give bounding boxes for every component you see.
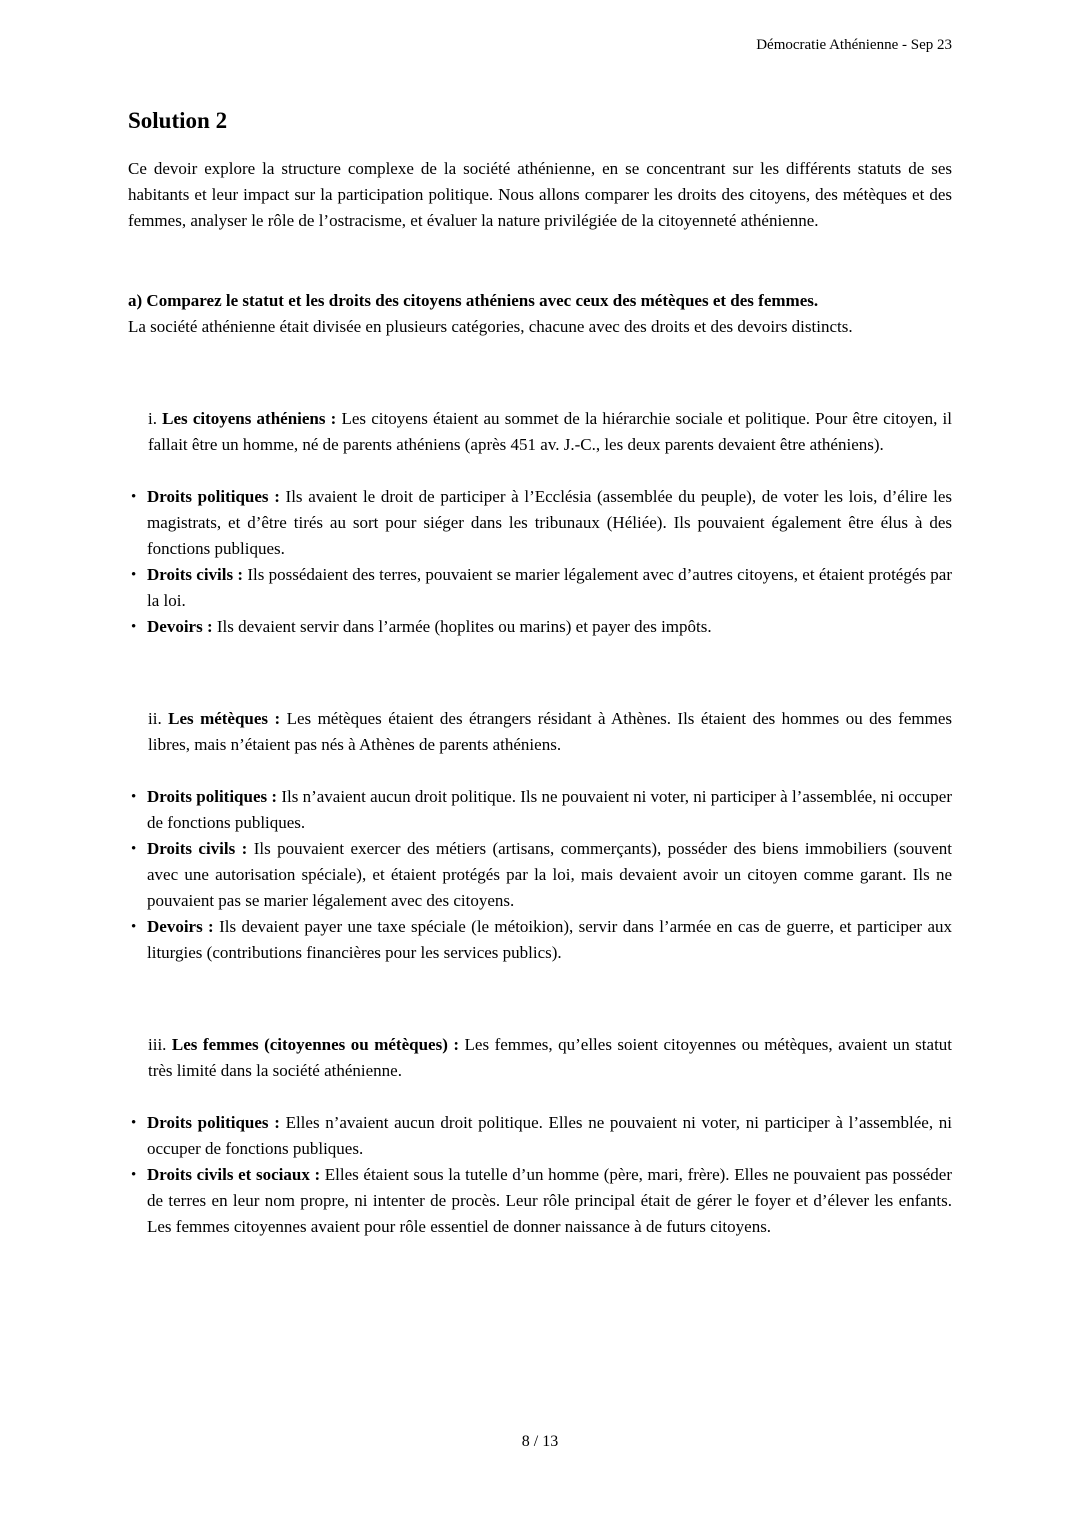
item-label: Les métèques : xyxy=(168,709,281,728)
bullet-icon: • xyxy=(131,919,137,935)
bullet-icon: • xyxy=(131,1115,137,1131)
bullet-text: Ils devaient payer une taxe spéciale (le métoikion), servir dans l’armée en cas de guerre, et participer aux liturgies (contributions financières pour les services publics). xyxy=(147,917,952,962)
item-number: ii. xyxy=(148,709,162,728)
bullet-item xyxy=(128,614,952,640)
bullet-text: Ils avaient le droit de participer à l’Ecclésia (assemblée du peuple), de voter les lois, d’élire les magistrats, et d’être tirés au sort pour siéger dans les tribunaux (Héliée). Ils pouvaient également être élus à des fonctions publiques. xyxy=(147,487,952,558)
bullet-icon: • xyxy=(131,841,137,857)
running-header: Démocratie Athénienne - Sep 23 xyxy=(756,37,952,53)
item-text: Les citoyens étaient au sommet de la hiérarchie sociale et politique. Pour être citoyen, il fallait être un homme, né de parents athéniens (après 451 av. J.-C., les deux parents devaient être athéniens). xyxy=(148,409,952,454)
item-text: Les métèques étaient des étrangers résidant à Athènes. Ils étaient des hommes ou des femmes libres, mais n’étaient pas nés à Athènes de parents athéniens. xyxy=(148,709,953,754)
bullet-item xyxy=(128,1110,952,1162)
bullet-icon: • xyxy=(131,789,137,805)
list-item-citoyens xyxy=(148,406,952,458)
section-a-lead: La société athénienne était divisée en plusieurs catégories, chacune avec des droits et des devoirs distincts. xyxy=(128,317,853,336)
page-number: 8 / 13 xyxy=(521,1433,559,1450)
bullet-list-meteques xyxy=(128,784,952,966)
bullet-label: Droits politiques : xyxy=(147,1113,280,1132)
bullet-label: Droits civils : xyxy=(147,839,248,858)
bullet-item xyxy=(128,562,952,614)
list-item-meteques xyxy=(148,706,952,758)
bullet-item xyxy=(128,836,952,914)
bullet-list-citoyens xyxy=(128,484,952,640)
bullet-label: Droits civils et sociaux : xyxy=(147,1165,321,1184)
item-number: i. xyxy=(148,409,157,428)
bullet-list-femmes xyxy=(128,1110,952,1240)
bullet-text: Ils possédaient des terres, pouvaient se marier légalement avec d’autres citoyens, et étaient protégés par la loi. xyxy=(147,565,952,610)
item-label: Les citoyens athéniens : xyxy=(162,409,337,428)
page-title: Solution 2 xyxy=(128,108,228,133)
list-item-femmes xyxy=(148,1032,952,1084)
document-content xyxy=(128,106,952,1240)
bullet-label: Devoirs : xyxy=(147,917,214,936)
bullet-item xyxy=(128,914,952,966)
bullet-label: Droits civils : xyxy=(147,565,244,584)
section-a-heading: a) Comparez le statut et les droits des citoyens athéniens avec ceux des métèques et des femmes. xyxy=(128,291,819,310)
bullet-text: Ils n’avaient aucun droit politique. Ils ne pouvaient ni voter, ni participer à l’assemblée, ni occuper de fonctions publiques. xyxy=(147,787,952,832)
item-label: Les femmes (citoyennes ou métèques) : xyxy=(171,1035,460,1054)
bullet-icon: • xyxy=(131,1167,137,1183)
bullet-item xyxy=(128,484,952,562)
bullet-item xyxy=(128,1162,952,1240)
bullet-text: Elles n’avaient aucun droit politique. Elles ne pouvaient ni voter, ni participer à l’assemblée, ni occuper de fonctions publiques. xyxy=(147,1113,952,1158)
bullet-text: Elles étaient sous la tutelle d’un homme (père, mari, frère). Elles ne pouvaient pas posséder de terres en leur nom propre, ni intenter de procès. Leur rôle principal était de gérer le foyer et d’élever les enfants. Les femmes citoyennes avaient pour rôle essentiel de donner naissance à de futurs citoyens. xyxy=(147,1165,952,1236)
bullet-text: Ils pouvaient exercer des métiers (artisans, commerçants), posséder des biens immobiliers (souvent avec une autorisation spéciale), et étaient protégés par la loi, mais devaient avoir un citoyen comme garant. Ils ne pouvaient pas se marier légalement avec des citoyens. xyxy=(147,839,952,910)
item-number: iii. xyxy=(148,1035,167,1054)
bullet-icon: • xyxy=(131,567,137,583)
bullet-label: Droits politiques : xyxy=(147,487,280,506)
bullet-icon: • xyxy=(131,619,137,635)
bullet-label: Droits politiques : xyxy=(147,787,278,806)
item-text: Les femmes, qu’elles soient citoyennes ou métèques, avaient un statut très limité dans la société athénienne. xyxy=(148,1035,953,1080)
bullet-label: Devoirs : xyxy=(147,617,213,636)
bullet-item xyxy=(128,784,952,836)
bullet-icon: • xyxy=(131,489,137,505)
bullet-text: Ils devaient servir dans l’armée (hoplites ou marins) et payer des impôts. xyxy=(216,617,712,636)
intro-paragraph: Ce devoir explore la structure complexe de la société athénienne, en se concentrant sur les différents statuts de ses habitants et leur impact sur la participation politique. Nous allons comparer les droits des citoyens, des métèques et des femmes, analyser le rôle de l’ostracisme, et évaluer la nature privilégiée de la citoyenneté athénienne. xyxy=(128,159,952,230)
